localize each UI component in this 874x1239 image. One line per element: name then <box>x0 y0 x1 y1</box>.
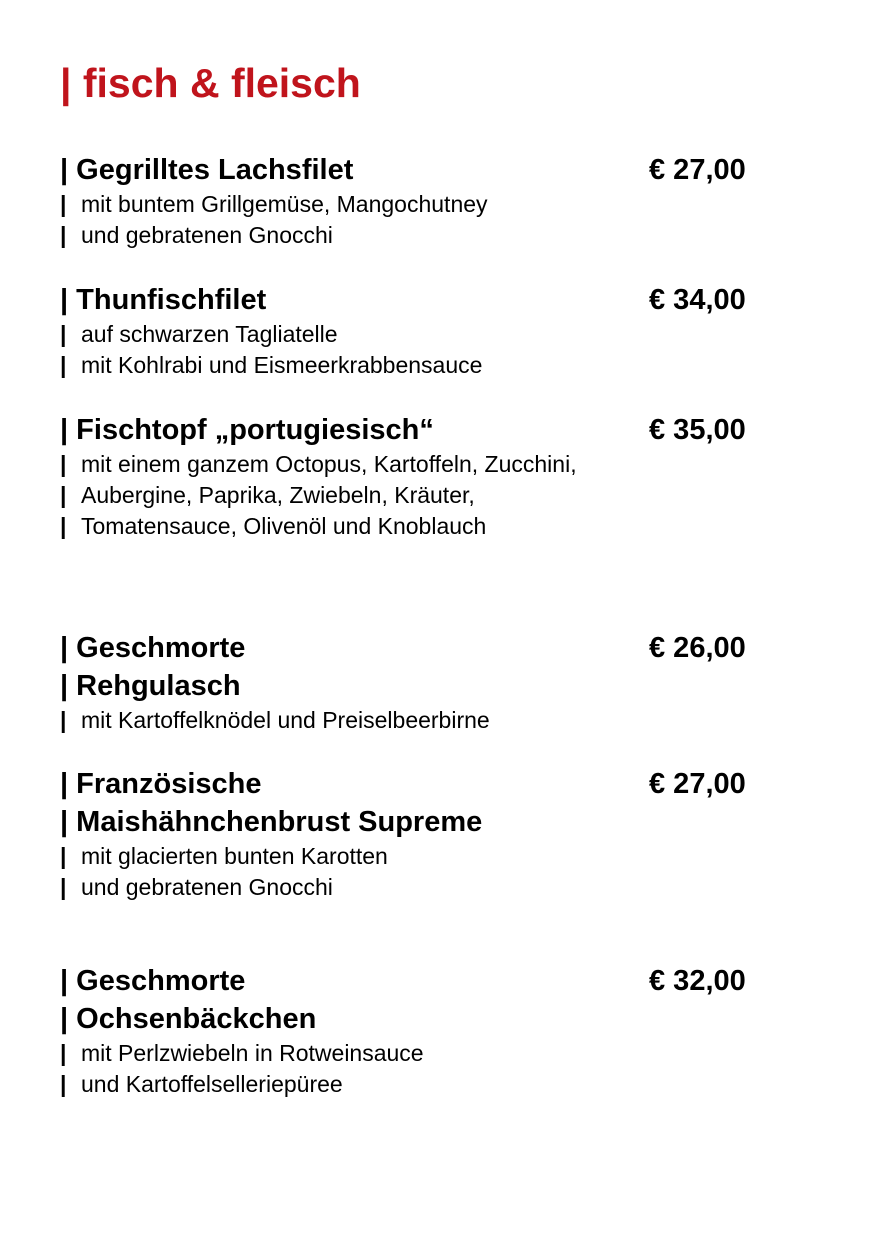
description-text: und gebratenen Gnocchi <box>81 222 333 248</box>
description-text: und Kartoffelselleriepüree <box>81 1071 343 1097</box>
dish-description-line <box>60 511 780 542</box>
dish-name-line: | Französische <box>60 768 262 800</box>
dish-name-line: | Fischtopf „portugiesisch“ <box>60 414 434 446</box>
dish-name-line: | Ochsenbäckchen <box>60 1003 317 1035</box>
bar-marker: | <box>60 1040 67 1066</box>
bar-marker: | <box>60 191 67 217</box>
dish-description-line <box>60 480 780 511</box>
dish-price: € 35,00 <box>649 414 746 446</box>
bar-marker: | <box>60 874 67 900</box>
bar-marker: | <box>60 451 67 477</box>
dish-description-line <box>60 1038 780 1069</box>
dish-description-line <box>60 449 780 480</box>
description-text: und gebratenen Gnocchi <box>81 874 333 900</box>
description-text: mit Kartoffelknödel und Preiselbeerbirne <box>81 707 490 733</box>
menu-item-fischtopf <box>60 411 780 542</box>
dish-description-line <box>60 220 780 251</box>
dish-name-line: | Geschmorte <box>60 965 246 997</box>
description-text: mit einem ganzem Octopus, Kartoffeln, Zucchini, <box>81 451 577 477</box>
description-text: auf schwarzen Tagliatelle <box>81 321 338 347</box>
description-text: mit Perlzwiebeln in Rotweinsauce <box>81 1040 424 1066</box>
dish-name-line: | Thunfischfilet <box>60 284 267 316</box>
dish-price: € 34,00 <box>649 284 746 316</box>
dish-description-line <box>60 841 780 872</box>
dish-description-line <box>60 350 780 381</box>
description-text: mit Kohlrabi und Eismeerkrabbensauce <box>81 352 483 378</box>
dish-header <box>60 411 780 449</box>
menu-item-ochsenbaeckchen <box>60 962 780 1100</box>
dish-name-line: | Maishähnchenbrust Supreme <box>60 806 483 838</box>
dish-price: € 27,00 <box>649 154 746 186</box>
bar-marker: | <box>60 482 67 508</box>
bar-marker: | <box>60 352 67 378</box>
bar-marker: | <box>60 843 67 869</box>
dish-description-line <box>60 872 780 903</box>
description-text: mit glacierten bunten Karotten <box>81 843 388 869</box>
dish-header <box>60 962 780 1035</box>
dish-name-line: | Geschmorte <box>60 632 246 664</box>
dish-header <box>60 151 780 189</box>
bar-marker: | <box>60 707 67 733</box>
dish-description-line <box>60 705 780 736</box>
dish-name-line: | Rehgulasch <box>60 670 241 702</box>
menu-item-rehgulasch <box>60 629 780 736</box>
dish-header <box>60 629 780 702</box>
dish-name-line: | Gegrilltes Lachsfilet <box>60 154 354 186</box>
page-title: | fisch & fleisch <box>60 60 361 106</box>
bar-marker: | <box>60 513 67 539</box>
bar-marker: | <box>60 321 67 347</box>
description-text: Aubergine, Paprika, Zwiebeln, Kräuter, <box>81 482 475 508</box>
bar-marker: | <box>60 222 67 248</box>
dish-description-line <box>60 319 780 350</box>
dish-price: € 26,00 <box>649 632 746 664</box>
description-text: Tomatensauce, Olivenöl und Knoblauch <box>81 513 487 539</box>
dish-price: € 27,00 <box>649 768 746 800</box>
bar-marker: | <box>60 1071 67 1097</box>
dish-description-line <box>60 189 780 220</box>
dish-header <box>60 765 780 838</box>
dish-price: € 32,00 <box>649 965 746 997</box>
dish-description-line <box>60 1069 780 1100</box>
menu-item-thunfischfilet <box>60 281 780 381</box>
description-text: mit buntem Grillgemüse, Mangochutney <box>81 191 488 217</box>
dish-header <box>60 281 780 319</box>
menu-item-maishaehnchenbrust <box>60 765 780 903</box>
menu-item-lachsfilet <box>60 151 780 251</box>
